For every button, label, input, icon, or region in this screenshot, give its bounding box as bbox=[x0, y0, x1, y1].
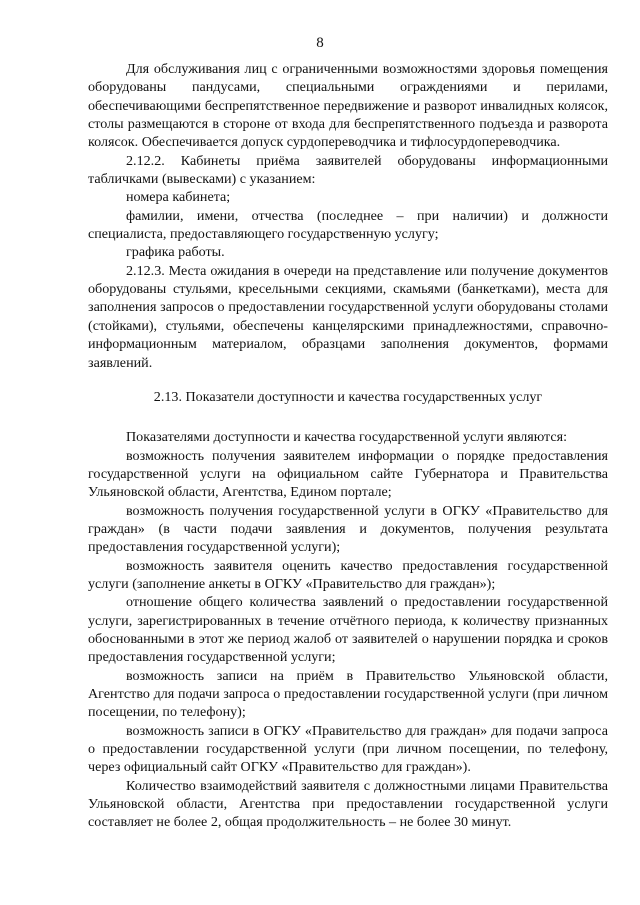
list-item-service-in-center: возможность получения государственной услуги в ОГКУ «Правительство для граждан» (в части подачи заявления и документов, получения результата предоставления государственной услуги); bbox=[88, 502, 608, 556]
list-item-quality-evaluation: возможность заявителя оценить качество предоставления государственной услуги (заполнение анкеты в ОГКУ «Правительство для граждан»); bbox=[88, 557, 608, 592]
paragraph-2-12-3: 2.12.3. Места ожидания в очереди на представление или получение документов оборудованы стульями, кресельными секциями, скамьями (банкетками), места для заполнения запросов о предоставлении государственной услуги оборудованы столами (стойками), стульями, обеспечены канцелярскими принадлежностями, справочно-информационным материалом, образцами заполнения документов, формами заявлений. bbox=[88, 262, 608, 371]
list-item-appointment-center: возможность записи в ОГКУ «Правительство для граждан» для подачи запроса о предоставлении государственной услуги (при личном посещении, по телефону, через официальный сайт ОГКУ «Правительство для граждан»). bbox=[88, 722, 608, 776]
list-item-specialist-name: фамилии, имени, отчества (последнее – при наличии) и должности специалиста, предоставляющего государственную услугу; bbox=[88, 207, 608, 243]
section-heading: 2.13. Показатели доступности и качества государственных услуг bbox=[153, 388, 543, 405]
list-item-complaints-ratio: отношение общего количества заявлений о предоставлении государственной услуги, зарегистрированных в течение отчётного периода, к количеству признанных обоснованными в этот же период жалоб от заявителей о нарушении порядка и сроков предоставления государственной услуги; bbox=[88, 594, 608, 666]
paragraph-indicators-intro: Показателями доступности и качества государственной услуги являются: bbox=[126, 429, 568, 446]
paragraph-accessibility: Для обслуживания лиц с ограниченными возможностями здоровья помещения оборудованы пандусами, специальными ограждениями и перилами, обеспечивающими беспрепятственное передвижение и разворот инвалидных колясок, столы размещаются в стороне от входа для беспрепятственного подъезда и разворота колясок. Обеспечивается допуск сурдопереводчика и тифлосурдопереводчика. bbox=[88, 61, 608, 151]
list-item-room-number: номера кабинета; bbox=[126, 189, 231, 206]
list-item-appointment-government: возможность записи на приём в Правительство Ульяновской области, Агентство для подачи запроса о предоставлении государственной услуги (при личном посещении, по телефону); bbox=[88, 667, 608, 721]
list-item-schedule: графика работы. bbox=[126, 244, 225, 261]
page-number: 8 bbox=[316, 35, 324, 51]
paragraph-interaction-count: Количество взаимодействий заявителя с должностными лицами Правительства Ульяновской области, Агентства при предоставлении государственной услуги составляет не более 2, общая продолжительность – не более 30 минут. bbox=[88, 777, 608, 831]
list-item-info-availability: возможность получения заявителем информации о порядке предоставления государственной услуги на официальном сайте Губернатора и Правительства Ульяновской области, Агентства, Едином портале; bbox=[88, 447, 608, 501]
document-body bbox=[88, 60, 608, 832]
paragraph-2-12-2: 2.12.2. Кабинеты приёма заявителей оборудованы информационными табличками (вывесками) с указанием: bbox=[88, 152, 608, 188]
